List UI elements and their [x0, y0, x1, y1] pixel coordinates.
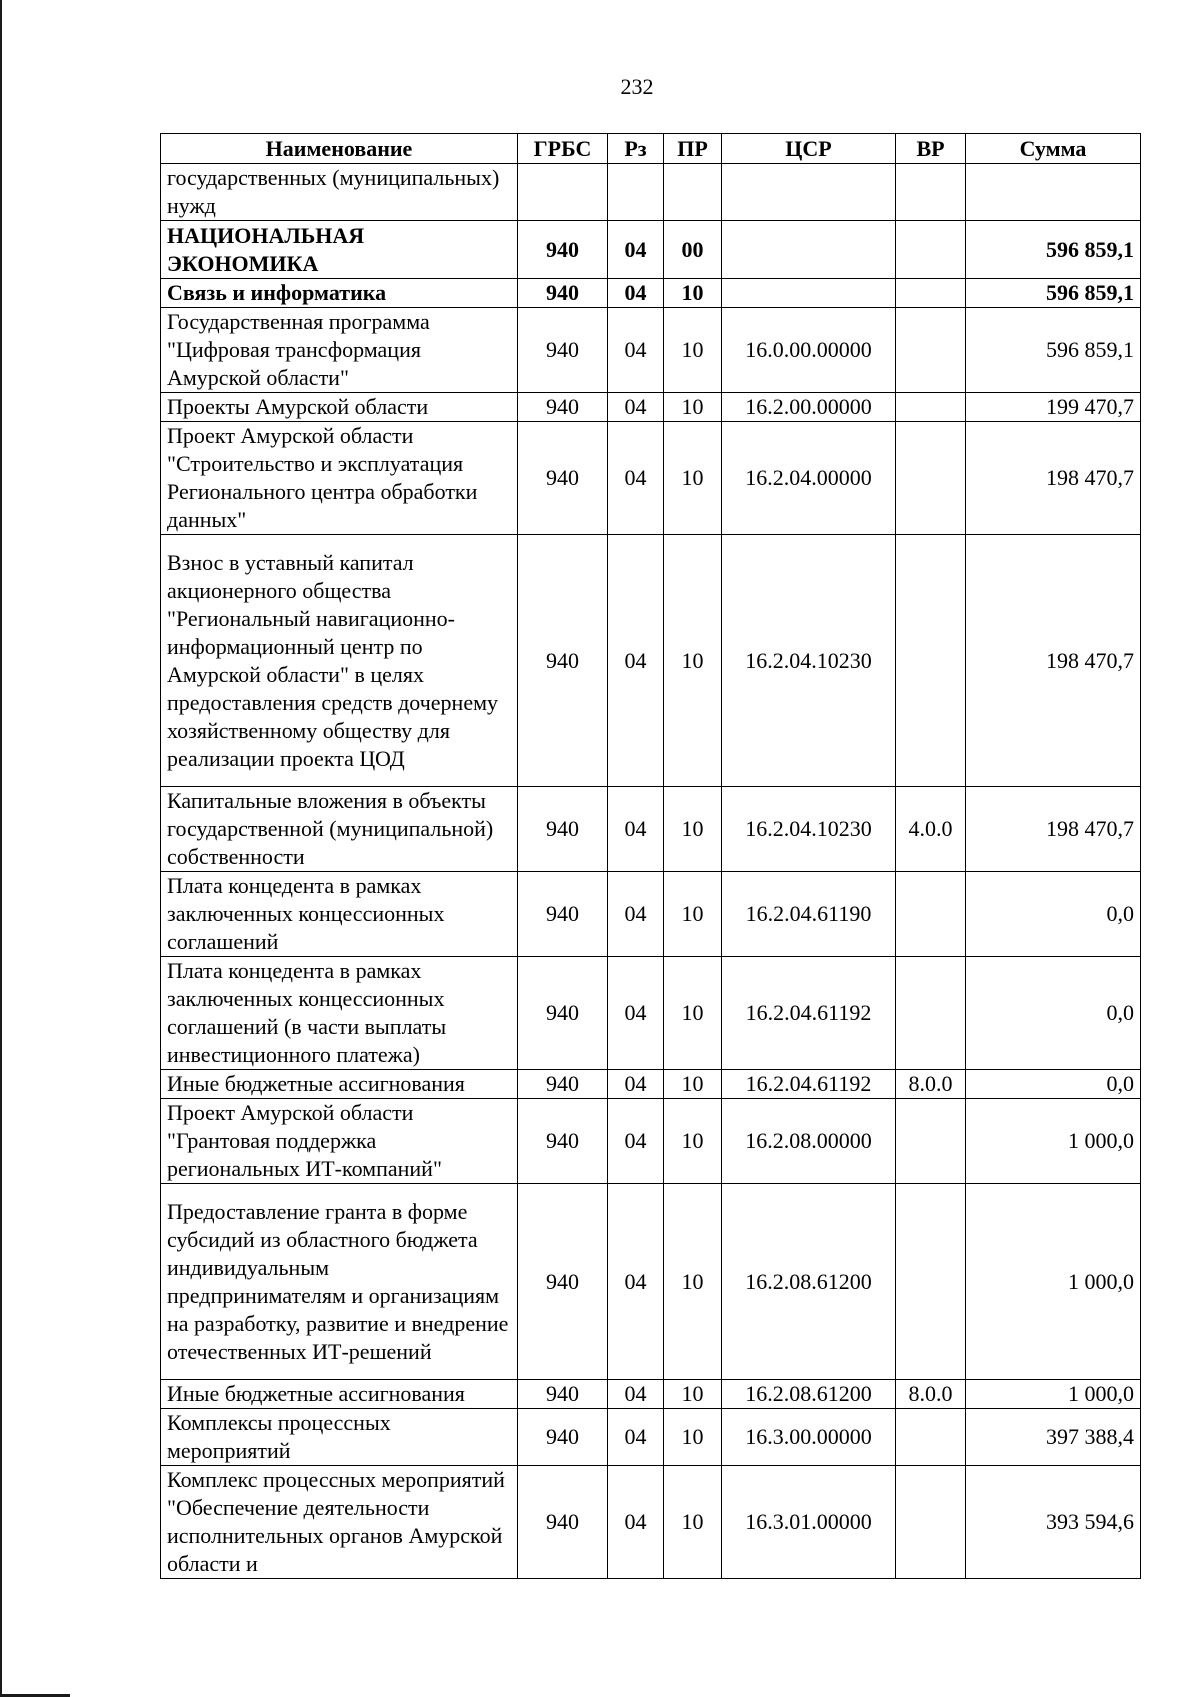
table-row — [161, 1184, 1141, 1380]
row-sum: 0,0 — [966, 872, 1141, 957]
row-pr: 10 — [664, 1099, 722, 1184]
row-pr: 10 — [664, 422, 722, 535]
row-sum: 393 594,6 — [966, 1466, 1141, 1579]
row-grbs: 940 — [518, 221, 608, 279]
row-csr: 16.0.00.00000 — [722, 308, 896, 393]
row-csr: 16.3.01.00000 — [722, 1466, 896, 1579]
row-name: Комплекс процессных мероприятий "Обеспечение деятельности исполнительных органов Амурской области и — [161, 1466, 518, 1579]
row-grbs: 940 — [518, 872, 608, 957]
row-rz: 04 — [608, 872, 664, 957]
row-name: Комплексы процессных мероприятий — [161, 1409, 518, 1466]
row-vr — [896, 535, 966, 787]
row-vr — [896, 1466, 966, 1579]
row-sum: 0,0 — [966, 957, 1141, 1070]
row-grbs: 940 — [518, 422, 608, 535]
row-sum: 198 470,7 — [966, 422, 1141, 535]
row-rz: 04 — [608, 279, 664, 308]
row-name: НАЦИОНАЛЬНАЯ ЭКОНОМИКА — [161, 221, 518, 279]
row-rz: 04 — [608, 1380, 664, 1409]
row-vr — [896, 1099, 966, 1184]
row-pr: 10 — [664, 1466, 722, 1579]
row-csr — [722, 164, 896, 221]
row-name: Государственная программа "Цифровая трансформация Амурской области" — [161, 308, 518, 393]
row-rz: 04 — [608, 957, 664, 1070]
row-name: Проект Амурской области "Строительство и эксплуатация Регионального центра обработки данных" — [161, 422, 518, 535]
row-pr: 10 — [664, 1184, 722, 1380]
table-row — [161, 422, 1141, 535]
row-name: Проект Амурской области "Грантовая поддержка региональных ИТ-компаний" — [161, 1099, 518, 1184]
row-csr: 16.3.00.00000 — [722, 1409, 896, 1466]
table-row — [161, 535, 1141, 787]
row-csr: 16.2.04.10230 — [722, 787, 896, 872]
budget-table — [160, 133, 1141, 1579]
row-sum: 596 859,1 — [966, 279, 1141, 308]
table-row — [161, 393, 1141, 422]
row-grbs: 940 — [518, 1380, 608, 1409]
row-sum: 596 859,1 — [966, 221, 1141, 279]
row-csr: 16.2.04.00000 — [722, 422, 896, 535]
row-pr: 10 — [664, 957, 722, 1070]
table-row — [161, 872, 1141, 957]
row-sum: 0,0 — [966, 1070, 1141, 1099]
column-header-rz: Рз — [608, 134, 664, 164]
row-name: Плата концедента в рамках заключенных концессионных соглашений — [161, 872, 518, 957]
row-csr: 16.2.00.00000 — [722, 393, 896, 422]
row-vr: 4.0.0 — [896, 787, 966, 872]
row-vr — [896, 393, 966, 422]
row-sum: 397 388,4 — [966, 1409, 1141, 1466]
row-rz: 04 — [608, 1070, 664, 1099]
row-name: Капитальные вложения в объекты государственной (муниципальной) собственности — [161, 787, 518, 872]
row-grbs: 940 — [518, 308, 608, 393]
row-rz — [608, 164, 664, 221]
row-csr: 16.2.04.61192 — [722, 957, 896, 1070]
column-header-csr: ЦСР — [722, 134, 896, 164]
row-rz: 04 — [608, 1099, 664, 1184]
row-rz: 04 — [608, 221, 664, 279]
table-row — [161, 1070, 1141, 1099]
row-vr — [896, 957, 966, 1070]
row-csr — [722, 221, 896, 279]
row-grbs: 940 — [518, 957, 608, 1070]
row-csr — [722, 279, 896, 308]
row-grbs: 940 — [518, 1070, 608, 1099]
scan-edge-left — [0, 0, 2, 1697]
row-pr: 10 — [664, 1409, 722, 1466]
row-vr — [896, 164, 966, 221]
row-name: Иные бюджетные ассигнования — [161, 1070, 518, 1099]
row-grbs — [518, 164, 608, 221]
row-pr: 10 — [664, 393, 722, 422]
row-csr: 16.2.04.61192 — [722, 1070, 896, 1099]
row-csr: 16.2.04.61190 — [722, 872, 896, 957]
row-grbs: 940 — [518, 787, 608, 872]
table-row — [161, 957, 1141, 1070]
column-header-sum: Сумма — [966, 134, 1141, 164]
table-row — [161, 787, 1141, 872]
row-name: государственных (муниципальных) нужд — [161, 164, 518, 221]
row-rz: 04 — [608, 787, 664, 872]
row-rz: 04 — [608, 1466, 664, 1579]
row-grbs: 940 — [518, 1184, 608, 1380]
row-name: Предоставление гранта в форме субсидий из областного бюджета индивидуальным предпринимателям и организациям на разработку, развитие и внедрение отечественных ИТ-решений — [161, 1184, 518, 1380]
column-header-pr: ПР — [664, 134, 722, 164]
row-name: Иные бюджетные ассигнования — [161, 1380, 518, 1409]
row-grbs: 940 — [518, 393, 608, 422]
row-name: Проекты Амурской области — [161, 393, 518, 422]
row-sum: 198 470,7 — [966, 535, 1141, 787]
table-row — [161, 1099, 1141, 1184]
row-sum: 1 000,0 — [966, 1380, 1141, 1409]
row-vr — [896, 422, 966, 535]
row-grbs: 940 — [518, 1099, 608, 1184]
row-name: Связь и информатика — [161, 279, 518, 308]
row-name: Взнос в уставный капитал акционерного общества "Региональный навигационно-информационный центр по Амурской области" в целях предоставления средств дочернему хозяйственному обществу для реализации проекта ЦОД — [161, 535, 518, 787]
row-pr: 10 — [664, 308, 722, 393]
row-sum: 1 000,0 — [966, 1184, 1141, 1380]
row-csr: 16.2.08.00000 — [722, 1099, 896, 1184]
column-header-name: Наименование — [161, 134, 518, 164]
row-csr: 16.2.08.61200 — [722, 1380, 896, 1409]
row-pr — [664, 164, 722, 221]
table-row — [161, 1466, 1141, 1579]
row-vr — [896, 279, 966, 308]
table-row — [161, 1409, 1141, 1466]
row-vr — [896, 221, 966, 279]
row-rz: 04 — [608, 422, 664, 535]
column-header-vr: ВР — [896, 134, 966, 164]
row-csr: 16.2.08.61200 — [722, 1184, 896, 1380]
table-header-row — [161, 134, 1141, 164]
row-pr: 10 — [664, 279, 722, 308]
column-header-grbs: ГРБС — [518, 134, 608, 164]
page-number: 232 — [620, 74, 654, 99]
row-vr: 8.0.0 — [896, 1380, 966, 1409]
row-csr: 16.2.04.10230 — [722, 535, 896, 787]
row-rz: 04 — [608, 1409, 664, 1466]
row-grbs: 940 — [518, 535, 608, 787]
table-row — [161, 1380, 1141, 1409]
row-rz: 04 — [608, 308, 664, 393]
table-row-section — [161, 221, 1141, 279]
row-grbs: 940 — [518, 1466, 608, 1579]
table-row-subsection — [161, 279, 1141, 308]
row-sum: 596 859,1 — [966, 308, 1141, 393]
row-pr: 10 — [664, 1070, 722, 1099]
row-pr: 10 — [664, 872, 722, 957]
row-name: Плата концедента в рамках заключенных концессионных соглашений (в части выплаты инвестиционного платежа) — [161, 957, 518, 1070]
row-pr: 10 — [664, 1380, 722, 1409]
table-row — [161, 164, 1141, 221]
row-grbs: 940 — [518, 279, 608, 308]
row-vr — [896, 308, 966, 393]
row-vr: 8.0.0 — [896, 1070, 966, 1099]
row-sum: 199 470,7 — [966, 393, 1141, 422]
row-sum — [966, 164, 1141, 221]
row-sum: 198 470,7 — [966, 787, 1141, 872]
row-sum: 1 000,0 — [966, 1099, 1141, 1184]
row-pr: 10 — [664, 535, 722, 787]
row-rz: 04 — [608, 393, 664, 422]
row-grbs: 940 — [518, 1409, 608, 1466]
row-rz: 04 — [608, 535, 664, 787]
row-vr — [896, 1184, 966, 1380]
row-pr: 00 — [664, 221, 722, 279]
table-row — [161, 308, 1141, 393]
row-rz: 04 — [608, 1184, 664, 1380]
row-pr: 10 — [664, 787, 722, 872]
row-vr — [896, 872, 966, 957]
row-vr — [896, 1409, 966, 1466]
